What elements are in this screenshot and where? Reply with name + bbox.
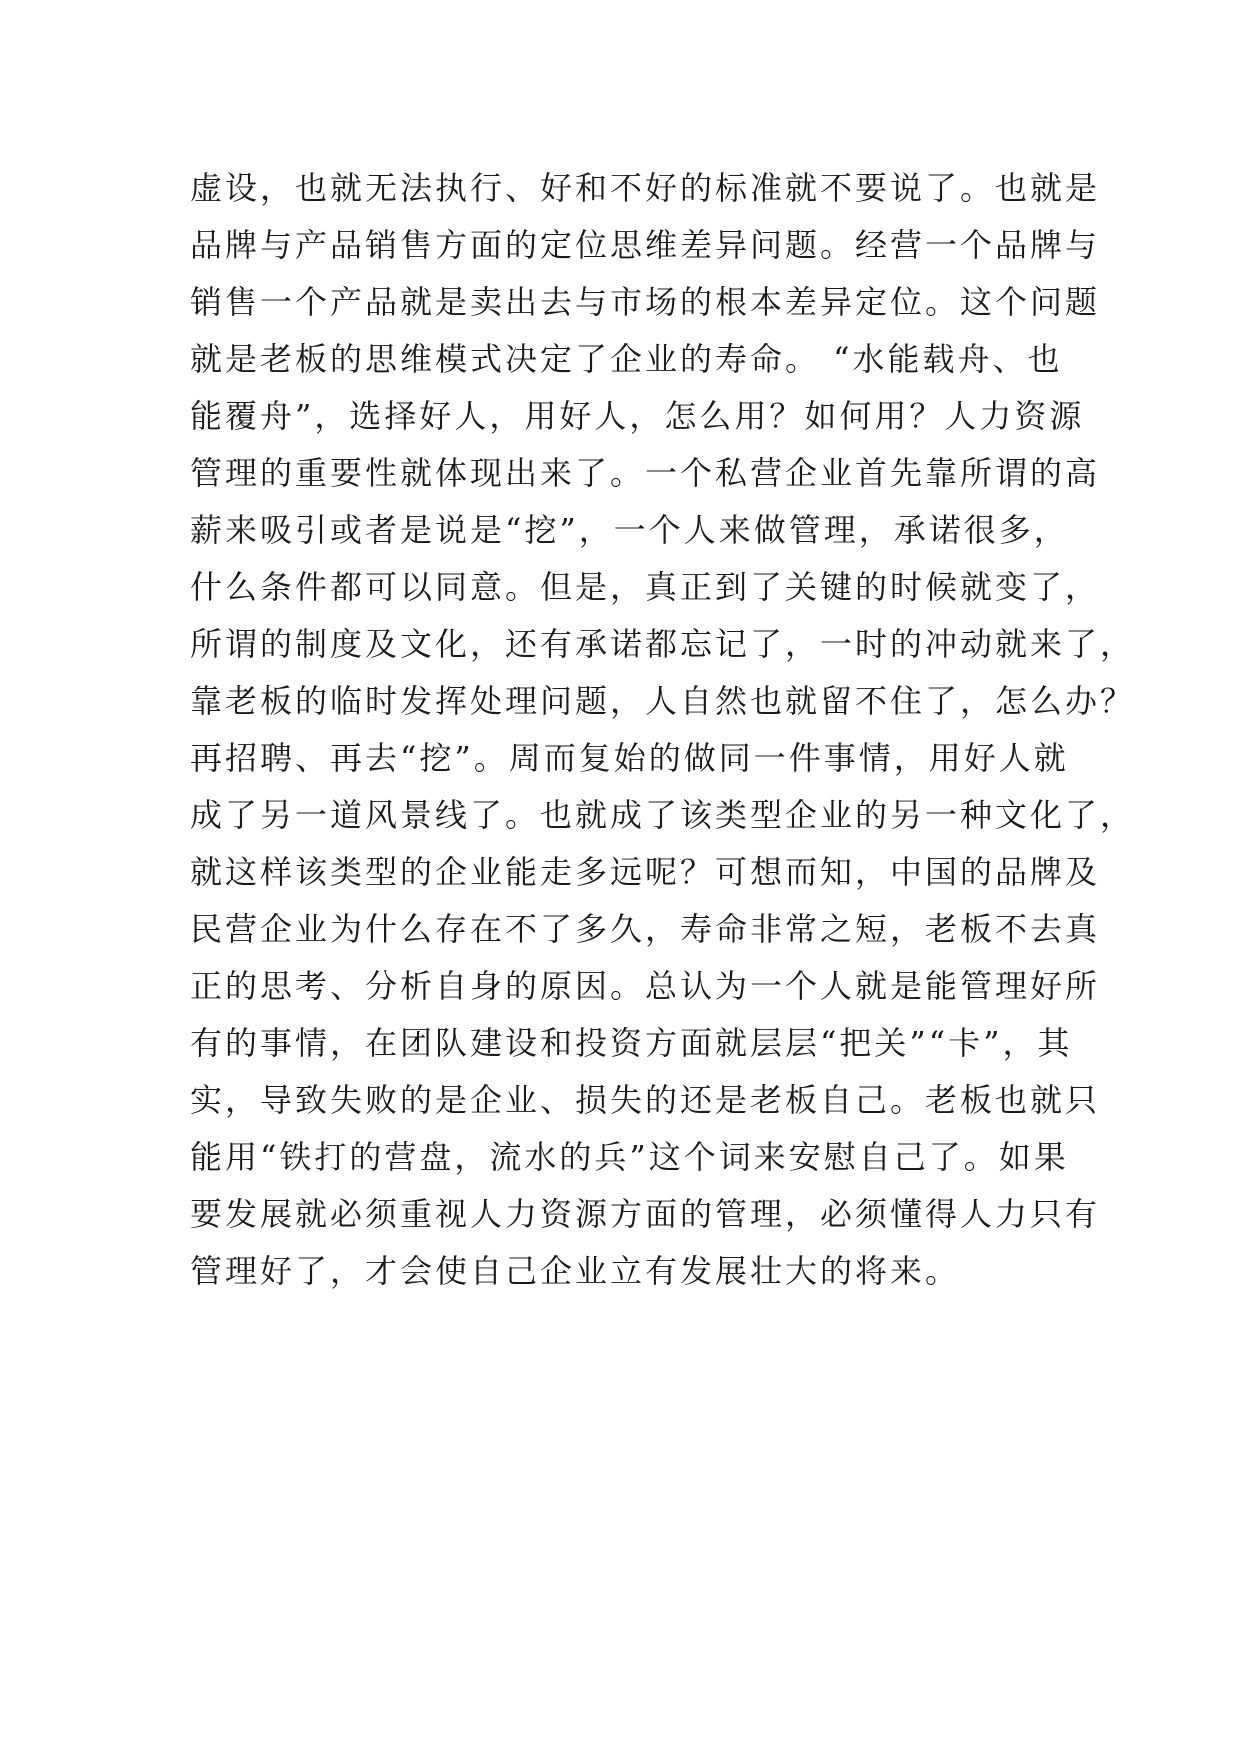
text-line: 虚设，也就无法执行、好和不好的标准就不要说了。也就是	[190, 169, 1101, 207]
text-line: 要发展就必须重视人力资源方面的管理，必须懂得人力只有	[190, 1195, 1101, 1233]
text-line: 靠老板的临时发挥处理问题，人自然也就留不住了，怎么办？	[190, 682, 1136, 720]
text-line: 能覆舟”，选择好人，用好人，怎么用？如何用？人力资源	[190, 397, 1085, 435]
text-line: 薪来吸引或者是说是“挖”，一个人来做管理，承诺很多，	[190, 511, 1069, 549]
text-line: 管理的重要性就体现出来了。一个私营企业首先靠所谓的高	[190, 454, 1101, 492]
text-line: 正的思考、分析自身的原因。总认为一个人就是能管理好所	[190, 967, 1101, 1005]
text-line: 再招聘、再去“挖”。周而复始的做同一件事情，用好人就	[190, 739, 1069, 777]
text-line: 民营企业为什么存在不了多久，寿命非常之短，老板不去真	[190, 910, 1101, 948]
text-line: 有的事情，在团队建设和投资方面就层层“把关”“卡”，其	[190, 1024, 1073, 1062]
text-line: 管理好了，才会使自己企业立有发展壮大的将来。	[190, 1252, 961, 1290]
body-paragraph	[190, 160, 1136, 1300]
text-line: 就这样该类型的企业能走多远呢？可想而知，中国的品牌及	[190, 853, 1101, 891]
text-line: 所谓的制度及文化，还有承诺都忘记了，一时的冲动就来了，	[190, 625, 1136, 663]
text-line: 就是老板的思维模式决定了企业的寿命。 “水能载舟、也	[190, 340, 1063, 378]
text-line: 能用“铁打的营盘，流水的兵”这个词来安慰自己了。如果	[190, 1138, 1069, 1176]
text-line: 品牌与产品销售方面的定位思维差异问题。经营一个品牌与	[190, 226, 1101, 264]
text-line: 实，导致失败的是企业、损失的还是老板自己。老板也就只	[190, 1081, 1101, 1119]
text-line: 成了另一道风景线了。也就成了该类型企业的另一种文化了，	[190, 796, 1136, 834]
text-line: 什么条件都可以同意。但是，真正到了关键的时候就变了，	[190, 568, 1101, 606]
text-line: 销售一个产品就是卖出去与市场的根本差异定位。这个问题	[190, 283, 1101, 321]
